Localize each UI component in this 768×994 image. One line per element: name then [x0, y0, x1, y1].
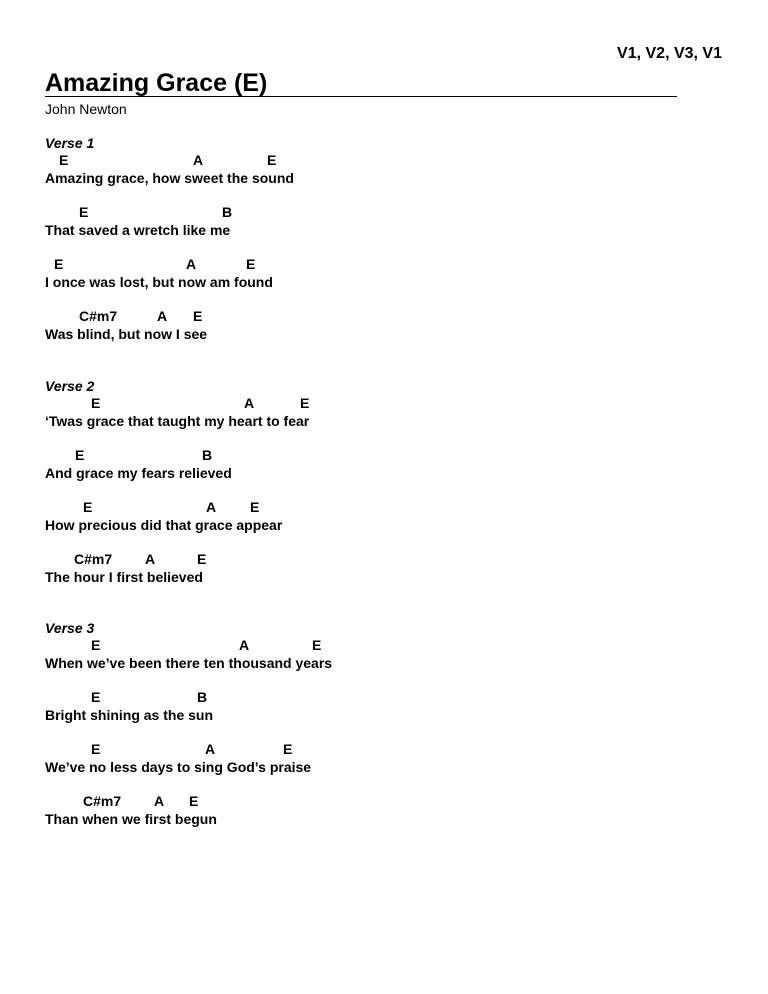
lyric: How precious did that grace appear: [45, 517, 283, 533]
chord: E: [246, 256, 256, 272]
lyric: And grace my fears relieved: [45, 465, 232, 481]
lyric: We’ve no less days to sing God’s praise: [45, 759, 312, 775]
chord: E: [283, 741, 293, 757]
title-rule: [45, 96, 677, 97]
chord: C#m7: [83, 793, 122, 809]
song-line: [45, 499, 725, 537]
chord: C#m7: [79, 308, 118, 324]
chord: A: [206, 499, 217, 515]
chord: A: [186, 256, 197, 272]
chord: A: [239, 637, 250, 653]
chord: E: [75, 447, 85, 463]
chord: E: [300, 395, 310, 411]
chord: E: [54, 256, 64, 272]
song-title: Amazing Grace (E): [45, 69, 268, 97]
song-line: [45, 637, 725, 675]
song-line: [45, 256, 725, 294]
arrangement-order: V1, V2, V3, V1: [617, 45, 722, 62]
lyric: That saved a wretch like me: [45, 222, 231, 238]
chord: E: [91, 637, 101, 653]
chord: E: [267, 152, 277, 168]
chord: A: [205, 741, 216, 757]
lyric: Than when we first begun: [45, 811, 217, 827]
lyric: Was blind, but now I see: [45, 326, 208, 342]
song-line: [45, 741, 725, 779]
chord: A: [157, 308, 168, 324]
chord: B: [197, 689, 208, 705]
chord: E: [197, 551, 207, 567]
chord: A: [193, 152, 204, 168]
chord: E: [189, 793, 199, 809]
chord: E: [250, 499, 260, 515]
lyric: When we’ve been there ten thousand years: [45, 655, 333, 671]
chord: B: [222, 204, 233, 220]
song-line: [45, 308, 725, 346]
lyric: The hour I first believed: [45, 569, 203, 585]
chord: E: [91, 689, 101, 705]
chord: E: [193, 308, 203, 324]
chord: E: [312, 637, 322, 653]
song-line: [45, 551, 725, 589]
chord: C#m7: [74, 551, 113, 567]
song-line: [45, 204, 725, 242]
chord: B: [202, 447, 213, 463]
chord: E: [83, 499, 93, 515]
chord: A: [244, 395, 255, 411]
lyric: I once was lost, but now am found: [45, 274, 273, 290]
lyric: ‘Twas grace that taught my heart to fear: [45, 413, 310, 429]
chord: A: [145, 551, 156, 567]
song-line: [45, 447, 725, 485]
song-line: [45, 689, 725, 727]
lyric: Amazing grace, how sweet the sound: [45, 170, 294, 186]
song-line: [45, 395, 725, 433]
chord: E: [91, 741, 101, 757]
chord: E: [91, 395, 101, 411]
verse-label: Verse 2: [45, 378, 95, 394]
verse-label: Verse 1: [45, 135, 95, 151]
song-line: [45, 152, 725, 190]
song-author: John Newton: [45, 101, 127, 117]
verse-label: Verse 3: [45, 620, 95, 636]
chord: E: [79, 204, 89, 220]
song-line: [45, 793, 725, 831]
chord: E: [59, 152, 69, 168]
lyric: Bright shining as the sun: [45, 707, 214, 723]
chord: A: [154, 793, 165, 809]
